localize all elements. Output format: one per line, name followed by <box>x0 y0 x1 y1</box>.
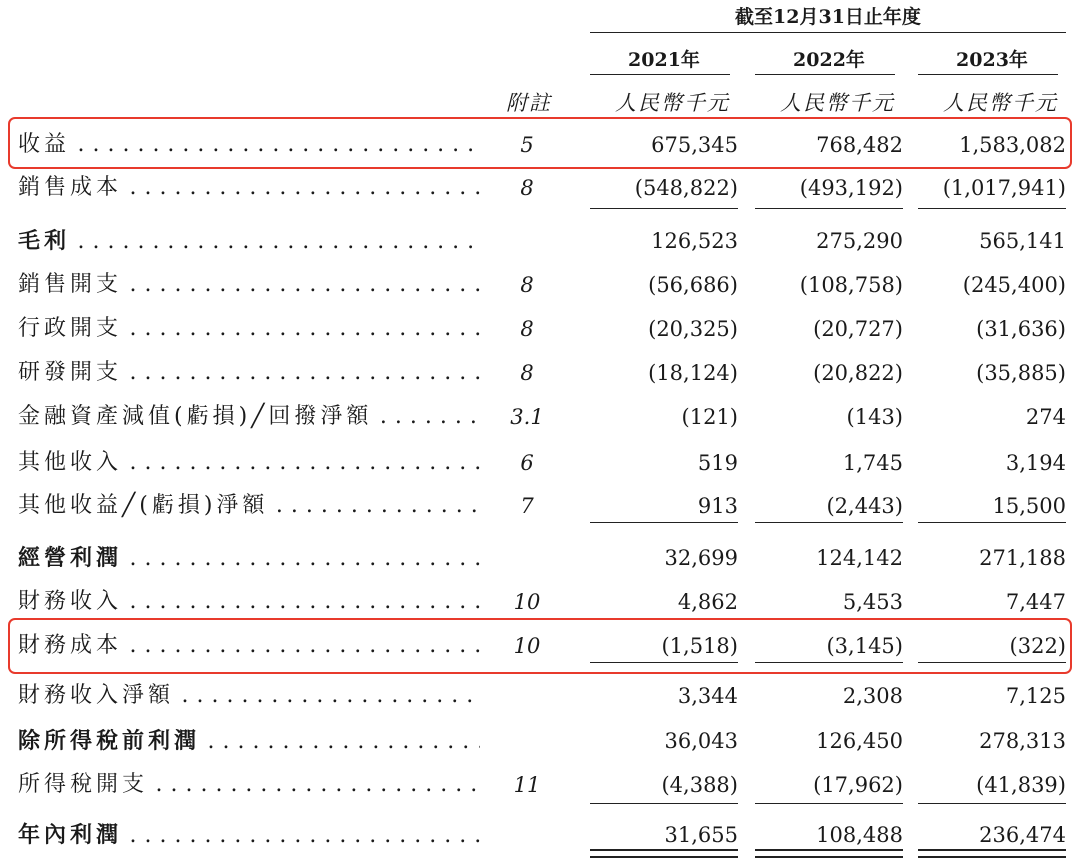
row-value-2021: (1,518) <box>661 634 738 658</box>
row-value-2023: 1,583,082 <box>959 133 1066 157</box>
table-row <box>0 358 1080 398</box>
table-row <box>0 726 1080 766</box>
row-note: 8 <box>520 176 534 200</box>
row-value-2023: (322) <box>1009 634 1066 658</box>
row-value-2023: (41,839) <box>976 773 1066 797</box>
total-double-rule-2022-b <box>755 856 903 858</box>
row-note: 7 <box>520 494 534 518</box>
row-label: 其他收益╱(虧損)淨額 . . . <box>18 491 480 521</box>
table-row <box>0 543 1080 583</box>
row-value-2022: 108,488 <box>816 823 903 847</box>
row-value-2021: 913 <box>697 494 738 518</box>
year-header-2021: 2021年 <box>628 49 700 71</box>
row-value-2022: (17,962) <box>813 773 903 797</box>
row-value-2023: (1,017,941) <box>942 176 1066 200</box>
total-double-rule-2023-a <box>918 849 1066 851</box>
row-note: 11 <box>513 773 541 797</box>
row-value-2021: 31,655 <box>664 823 738 847</box>
row-label: 財務收入 . . . <box>18 587 480 617</box>
row-value-2022: 768,482 <box>816 133 903 157</box>
row-value-2021: (4,388) <box>661 773 738 797</box>
row-label: 年內利潤 . . . <box>18 820 480 851</box>
row-label: 金融資產減值(虧損)╱回撥淨額 . . . <box>18 402 480 432</box>
table-row <box>0 491 1080 531</box>
subtotal-rule-tax-2022 <box>755 803 903 804</box>
table-row <box>0 173 1080 213</box>
year-rule-2023 <box>918 74 1058 75</box>
row-value-2022: 126,450 <box>816 729 903 753</box>
row-label: 所得稅開支 . . . <box>18 770 480 800</box>
highlight-box-revenue <box>8 117 1072 169</box>
year-header-2022: 2022年 <box>793 49 865 71</box>
row-value-2022: 5,453 <box>842 590 903 614</box>
row-note: 5 <box>520 133 534 157</box>
row-label: 銷售開支 . . . <box>18 270 480 300</box>
year-header-2023: 2023年 <box>956 49 1028 71</box>
row-label: 除所得稅前利潤 . . . <box>18 726 480 757</box>
row-value-2021: (18,124) <box>648 361 738 385</box>
row-value-2022: (20,727) <box>813 317 903 341</box>
period-header-rule <box>590 32 1066 33</box>
row-value-2023: (35,885) <box>976 361 1066 385</box>
row-value-2023: 271,188 <box>979 546 1066 570</box>
highlight-box-finance-cost <box>8 618 1072 674</box>
row-value-2023: 15,500 <box>992 494 1066 518</box>
table-row <box>0 314 1080 354</box>
row-value-2023: 3,194 <box>1005 451 1066 475</box>
total-double-rule-2021-b <box>590 856 738 858</box>
row-label: 收益 . . . <box>18 130 480 160</box>
period-header: 截至12月31日止年度 <box>735 6 921 28</box>
row-value-2021: (56,686) <box>648 273 738 297</box>
row-value-2023: 236,474 <box>979 823 1066 847</box>
row-label: 毛利 . . . <box>18 226 480 257</box>
subtotal-rule-operating-2022 <box>755 522 903 523</box>
note-column-header: 附註 <box>506 91 552 115</box>
subtotal-rule-tax-2023 <box>918 803 1066 804</box>
row-value-2022: (2,443) <box>826 494 903 518</box>
row-value-2021: 675,345 <box>651 133 738 157</box>
year-rule-2022 <box>755 74 895 75</box>
row-value-2023: 565,141 <box>979 229 1066 253</box>
row-label: 經營利潤 . . . <box>18 543 480 574</box>
row-value-2022: 1,745 <box>842 451 903 475</box>
row-value-2021: (548,822) <box>634 176 738 200</box>
row-label: 財務收入淨額 . . . <box>18 681 480 711</box>
row-note: 8 <box>520 273 534 297</box>
subtotal-rule-tax-2021 <box>590 803 738 804</box>
subtotal-rule-gross-2021 <box>590 208 738 209</box>
row-note: 10 <box>513 590 541 614</box>
row-value-2022: 124,142 <box>816 546 903 570</box>
row-note: 3.1 <box>510 405 544 429</box>
table-row <box>0 820 1080 860</box>
unit-header-2021: 人民幣千元 <box>615 91 730 115</box>
subtotal-rule-gross-2022 <box>755 208 903 209</box>
row-value-2021: 32,699 <box>664 546 738 570</box>
row-note: 10 <box>513 634 541 658</box>
row-value-2023: 274 <box>1025 405 1066 429</box>
row-value-2021: (20,325) <box>648 317 738 341</box>
table-row <box>0 270 1080 310</box>
row-value-2023: 7,447 <box>1005 590 1066 614</box>
total-double-rule-2023-b <box>918 856 1066 858</box>
subtotal-rule-gross-2023 <box>918 208 1066 209</box>
row-note: 8 <box>520 361 534 385</box>
row-label: 其他收入 . . . <box>18 448 480 478</box>
row-value-2023: (245,400) <box>962 273 1066 297</box>
row-label: 研發開支 . . . <box>18 358 480 388</box>
table-row <box>0 226 1080 266</box>
row-value-2021: 4,862 <box>677 590 738 614</box>
row-value-2022: (493,192) <box>799 176 903 200</box>
table-row <box>0 402 1080 442</box>
row-note: 8 <box>520 317 534 341</box>
table-row <box>0 681 1080 721</box>
row-label: 銷售成本 . . . <box>18 173 480 203</box>
unit-header-2023: 人民幣千元 <box>943 91 1058 115</box>
row-value-2022: (20,822) <box>813 361 903 385</box>
row-value-2021: 3,344 <box>677 684 738 708</box>
subtotal-rule-operating-2023 <box>918 522 1066 523</box>
unit-header-2022: 人民幣千元 <box>780 91 895 115</box>
total-double-rule-2022-a <box>755 849 903 851</box>
row-value-2023: 278,313 <box>979 729 1066 753</box>
year-rule-2021 <box>590 74 730 75</box>
subtotal-rule-operating-2021 <box>590 522 738 523</box>
row-value-2022: 275,290 <box>816 229 903 253</box>
row-value-2022: 2,308 <box>842 684 903 708</box>
row-value-2023: 7,125 <box>1005 684 1066 708</box>
row-label: 財務成本 . . . <box>18 631 480 661</box>
row-label: 行政開支 . . . <box>18 314 480 344</box>
row-value-2021: (121) <box>681 405 738 429</box>
row-value-2022: (143) <box>846 405 903 429</box>
total-double-rule-2021-a <box>590 849 738 851</box>
row-value-2023: (31,636) <box>976 317 1066 341</box>
row-note: 6 <box>520 451 534 475</box>
row-value-2021: 519 <box>697 451 738 475</box>
table-row <box>0 448 1080 488</box>
row-value-2022: (108,758) <box>799 273 903 297</box>
row-value-2022: (3,145) <box>826 634 903 658</box>
row-value-2021: 126,523 <box>651 229 738 253</box>
table-row <box>0 770 1080 810</box>
row-value-2021: 36,043 <box>664 729 738 753</box>
